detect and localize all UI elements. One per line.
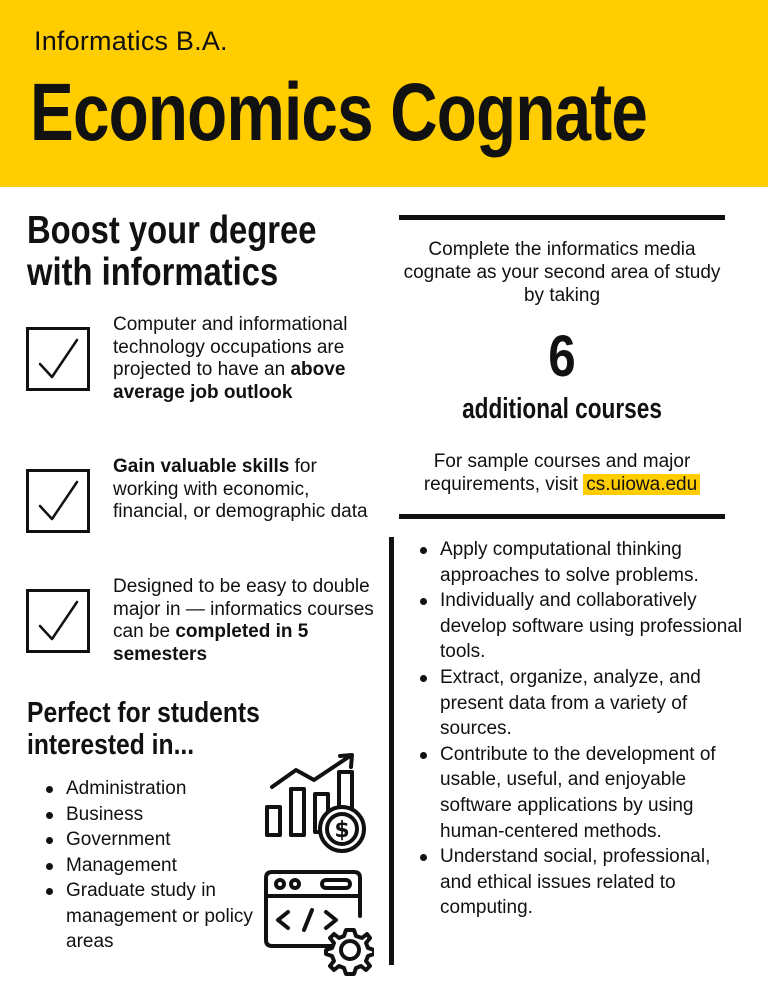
courses-label: additional courses bbox=[462, 393, 662, 425]
perfect-heading-line1: Perfect for students bbox=[27, 697, 260, 729]
boost-heading-line2: with informatics bbox=[27, 251, 279, 294]
interest-list bbox=[66, 776, 266, 955]
list-item: Management bbox=[66, 853, 266, 879]
svg-text:$: $ bbox=[334, 818, 350, 843]
list-item: Individually and collaboratively develop software using professional tools. bbox=[440, 588, 745, 665]
growth-chart-dollar-icon bbox=[262, 752, 372, 854]
point-text: Computer and informational technology occupations are projected to have an bbox=[113, 314, 348, 380]
checkmark-box-icon bbox=[26, 469, 90, 533]
point-job-outlook bbox=[113, 314, 378, 404]
point-text: for working with economic, financial, or demographic data bbox=[113, 456, 368, 522]
checkmark-box-icon bbox=[26, 327, 90, 391]
course-count: 6 bbox=[548, 324, 576, 389]
list-item: Graduate study in management or policy areas bbox=[66, 878, 266, 955]
point-emphasis: Gain valuable skills bbox=[113, 456, 290, 477]
boost-heading bbox=[27, 210, 316, 294]
list-item: Extract, organize, analyze, and present data from a variety of sources. bbox=[440, 665, 745, 742]
divider bbox=[399, 215, 725, 220]
sample-text: For sample courses and major requirements, visit bbox=[423, 451, 691, 495]
divider bbox=[399, 514, 725, 519]
page-title: Economics Cognate bbox=[30, 67, 647, 158]
point-valuable-skills bbox=[113, 456, 378, 524]
header-banner bbox=[0, 0, 768, 187]
sample-courses-text bbox=[399, 450, 725, 496]
cognate-description: Complete the informatics media cognate as your second area of study by taking bbox=[403, 239, 721, 306]
point-emphasis: above average job outlook bbox=[113, 359, 346, 403]
program-subtitle: Informatics B.A. bbox=[34, 26, 228, 56]
boost-heading-line1: Boost your degree bbox=[27, 209, 317, 252]
perfect-heading-line2: interested in... bbox=[27, 729, 195, 761]
code-window-gear-icon bbox=[262, 868, 374, 976]
checkmark-box-icon bbox=[26, 589, 90, 653]
point-text: Designed to be easy to double major in — informatics courses can be bbox=[113, 576, 374, 642]
point-emphasis: completed in 5 semesters bbox=[113, 621, 309, 665]
learning-goals-list bbox=[440, 537, 745, 921]
list-item: Contribute to the development of usable, useful, and enjoyable software applications by using human-centered methods. bbox=[440, 742, 745, 844]
list-item: Business bbox=[66, 802, 266, 828]
point-double-major bbox=[113, 576, 378, 666]
list-item: Understand social, professional, and ethical issues related to computing. bbox=[440, 844, 745, 921]
website-link[interactable]: cs.uiowa.edu bbox=[583, 474, 700, 495]
perfect-heading bbox=[27, 697, 260, 761]
list-item: Government bbox=[66, 827, 266, 853]
vertical-divider bbox=[389, 537, 394, 965]
list-item: Apply computational thinking approaches to solve problems. bbox=[440, 537, 745, 588]
list-item: Administration bbox=[66, 776, 266, 802]
